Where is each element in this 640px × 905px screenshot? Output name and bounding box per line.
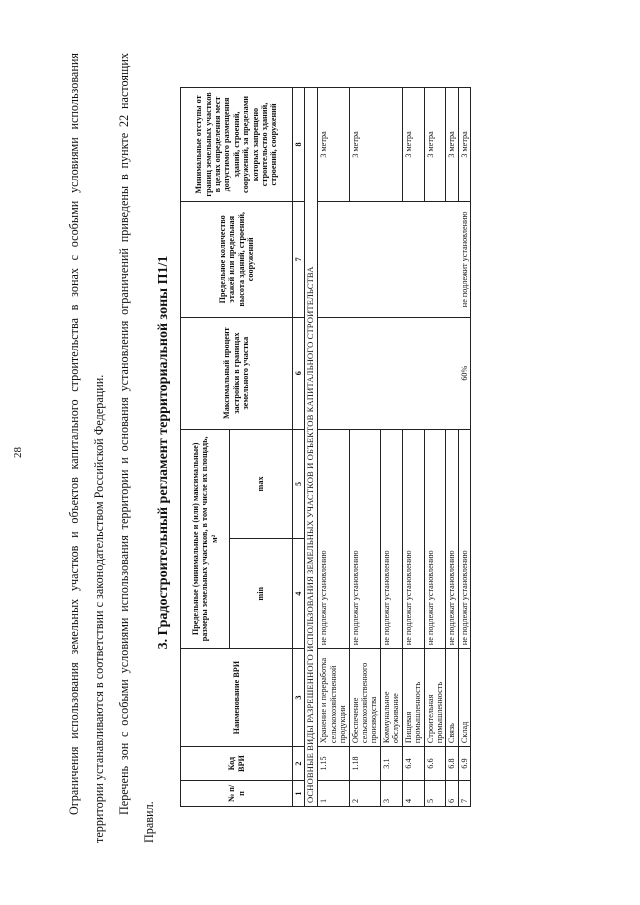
- row-num: 1: [318, 781, 349, 807]
- row-code: 6.9: [458, 747, 470, 781]
- row-num: 7: [458, 781, 470, 807]
- table-row: [446, 88, 458, 807]
- header-percent: Максимальный процент застройки в границах земельного участка: [181, 317, 293, 429]
- row-name: Связь: [446, 649, 458, 747]
- header-size-group: Предельные (минимальные и (или) максимальные) размеры земельных участков, в том числе их площадь, м²: [181, 429, 230, 649]
- page-number: 28: [12, 447, 24, 458]
- row-setback: 3 метра: [424, 88, 446, 202]
- row-code: 1.15: [318, 747, 349, 781]
- section-title: 3. Градостроительный регламент территориальной зоны П1/1: [156, 255, 171, 650]
- row-setback: 3 метра: [402, 88, 424, 202]
- header-min: min: [230, 539, 293, 649]
- row-name: Хранение и переработка сельскохозяйственной продукции: [318, 649, 349, 747]
- paragraph-zone-list-text: Перечень зон с особыми условиями использования территории и основания установления ограничений приведены в пункте 22 настоящих Правил.: [117, 53, 156, 843]
- paragraph-restrictions: [62, 53, 112, 843]
- row-size: не подлежат установлению: [349, 429, 380, 649]
- row-code: 6.6: [424, 747, 446, 781]
- column-number: 1: [293, 781, 305, 807]
- column-number: 2: [293, 747, 305, 781]
- row-setback: 3 метра: [318, 88, 349, 202]
- row-name: Пищевая промышленность: [402, 649, 424, 747]
- column-number-row: [293, 88, 305, 807]
- row-num: 2: [349, 781, 380, 807]
- table-row: [349, 88, 380, 807]
- row-code: 6.4: [402, 747, 424, 781]
- table-row: [402, 88, 424, 807]
- row-num: 4: [402, 781, 424, 807]
- row-name: Обеспечение сельскохозяйственного производства: [349, 649, 380, 747]
- row-code: 3.1: [380, 747, 402, 781]
- row-setback: 3 метра: [349, 88, 402, 202]
- column-number: 6: [293, 317, 305, 429]
- row-size: не подлежат установлению: [380, 429, 402, 649]
- section-header: ОСНОВНЫЕ ВИДЫ РАЗРЕШЕННОГО ИСПОЛЬЗОВАНИЯ ЗЕМЕЛЬНЫХ УЧАСТКОВ И ОБЪЕКТОВ КАПИТАЛЬНОГО СТРОИТЕЛЬСТВА: [305, 88, 318, 807]
- merged-percent: 60%: [318, 317, 471, 429]
- row-code: 1.18: [349, 747, 380, 781]
- header-floors: Предельное количество этажей или предельная высота зданий, строений, сооружений: [181, 201, 293, 317]
- table-row: [318, 88, 349, 807]
- row-name: Строительная промышленность: [424, 649, 446, 747]
- header-code: Код ВРИ: [181, 747, 293, 781]
- column-number: 3: [293, 649, 305, 747]
- column-number: 5: [293, 429, 305, 539]
- section-header-row: [305, 88, 318, 807]
- column-number: 7: [293, 201, 305, 317]
- table-row: [424, 88, 446, 807]
- table-row: [458, 88, 470, 807]
- row-name: Коммунальное обслуживание: [380, 649, 402, 747]
- header-num: № п/п: [181, 781, 293, 807]
- paragraph-zone-list: [112, 53, 162, 843]
- column-number: 8: [293, 88, 305, 202]
- row-size: не подлежат установлению: [402, 429, 424, 649]
- row-size: не подлежат установлению: [446, 429, 458, 649]
- header-row-1: [181, 88, 230, 807]
- row-name: Склад: [458, 649, 470, 747]
- row-setback: 3 метра: [446, 88, 458, 202]
- header-setbacks: Минимальные отступы от границ земельных участков в целях определения мест допустимого размещения зданий, строений, сооружений, за пределами которых запрещено строительство зданий, строений, сооружений: [181, 88, 293, 202]
- row-num: 3: [380, 781, 402, 807]
- paragraph-restrictions-text: Ограничения использования земельных участков и объектов капитального строительства в зонах с особыми условиями использования территории устанавливаются в соответствии с законодательством Российской Федерации.: [67, 53, 106, 843]
- header-max: max: [230, 429, 293, 539]
- row-num: 5: [424, 781, 446, 807]
- merged-floors: не подлежит установлению: [318, 201, 471, 317]
- row-size: не подлежат установлению: [424, 429, 446, 649]
- row-size: не подлежат установлению: [318, 429, 349, 649]
- column-number: 4: [293, 539, 305, 649]
- regulation-table: [180, 87, 471, 807]
- row-code: 6.8: [446, 747, 458, 781]
- row-size: не подлежат установлению: [458, 429, 470, 649]
- header-name: Наименование ВРИ: [181, 649, 293, 747]
- row-num: 6: [446, 781, 458, 807]
- row-setback: 3 метра: [458, 88, 470, 202]
